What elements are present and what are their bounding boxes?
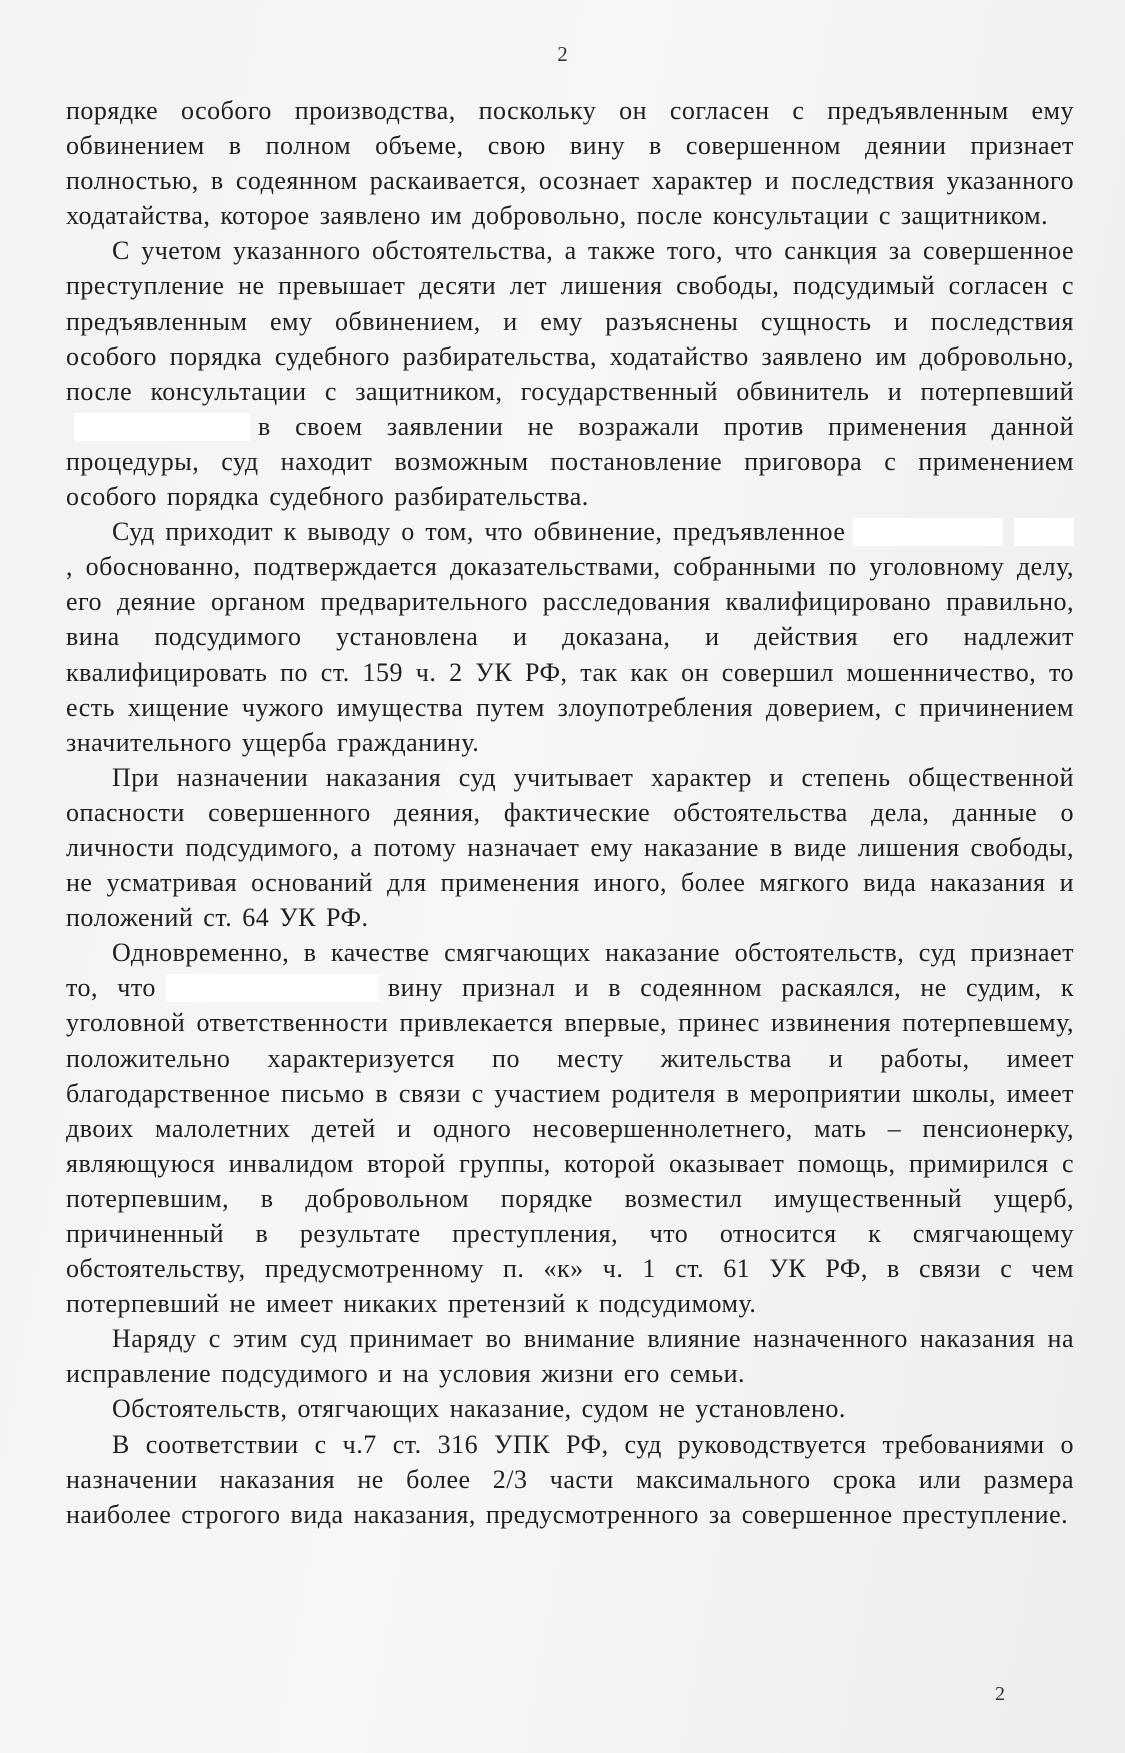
paragraph-5-text-b: вину признал и в содеянном раскаялся, не судим, к уголовной ответственности привлекается впервые, принес извинения потерпевшему, положительно характеризуется по месту жительства и работы, имеет благодарственное письмо в связи с участием родителя в мероприятии школы, имеет двоих малолетних детей и одного несовершеннолетнего, мать – пенсионерку, являющуюся инвалидом второй группы, которой оказывает помощь, примирился с потерпевшим, в добровольном порядке возместил имущественный ущерб, причиненный в результате преступления, что относится к смягчающему обстоятельству, предусмотренному п. «к» ч. 1 ст. 61 УК РФ, в связи с чем потерпевший не имеет никаких претензий к подсудимому. bbox=[66, 973, 1074, 1319]
paragraph-6-text: Наряду с этим суд принимает во внимание влияние назначенного наказания на исправление подсудимого и на условия жизни его семьи. bbox=[66, 1324, 1074, 1389]
paragraph-1-text: порядке особого производства, поскольку он согласен с предъявленным ему обвинением в полном объеме, свою вину в совершенном деянии признает полностью, в содеянном раскаивается, осознает характер и последствия указанного ходатайства, которое заявлено им добровольно, после консультации с защитником. bbox=[66, 96, 1074, 231]
paragraph-5 bbox=[66, 935, 1074, 1321]
paragraph-7-text: Обстоятельств, отягчающих наказание, судом не установлено. bbox=[112, 1394, 846, 1424]
redaction-box bbox=[1014, 518, 1074, 546]
paragraph-2-text-b: в своем заявлении не возражали против применения данной процедуры, суд находит возможным постановление приговора с применением особого порядка судебного разбирательства. bbox=[66, 411, 1074, 512]
paragraph-8-text: В соответствии с ч.7 ст. 316 УПК РФ, суд руководствуется требованиями о назначении наказания не более 2/3 части максимального срока или размера наиболее строгого вида наказания, предусмотренного за совершенное преступление. bbox=[66, 1429, 1074, 1529]
paragraph-3-text-b: , обоснованно, подтверждается доказательствами, собранными по уголовному делу, его деяние органом предварительного расследования квалифицировано правильно, вина подсудимого установлена и доказана, и действия его надлежит квалифицировать по ст. 159 ч. 2 УК РФ, так как он совершил мошенничество, то есть хищение чужого имущества путем злоупотребления доверием, с причинением значительного ущерба гражданину. bbox=[66, 552, 1074, 757]
paragraph-5-text-a: Одновременно, в качестве смягчающих наказание обстоятельств, суд признает то, что bbox=[66, 938, 1074, 1003]
paragraph-2-text-a: С учетом указанного обстоятельства, а также того, что санкция за совершенное преступление не превышает десяти лет лишения свободы, подсудимый согласен с предъявленным ему обвинением, и ему разъяснены сущность и последствия особого порядка судебного разбирательства, ходатайство заявлено им добровольно, после консультации с защитником, государственный обвинитель и потерпевший bbox=[66, 236, 1074, 406]
paragraph-7 bbox=[66, 1391, 1074, 1426]
redaction-box bbox=[853, 518, 1003, 546]
paragraph-3 bbox=[66, 514, 1074, 760]
page-number-bottom: 2 bbox=[995, 1683, 1005, 1705]
redaction-box bbox=[74, 413, 250, 441]
paragraph-4 bbox=[66, 760, 1074, 935]
redaction-box bbox=[166, 974, 378, 1002]
document-body bbox=[66, 93, 1074, 1532]
paragraph-8 bbox=[66, 1427, 1074, 1532]
paragraph-6 bbox=[66, 1321, 1074, 1391]
paragraph-2 bbox=[66, 233, 1074, 514]
page-number-top: 2 bbox=[557, 42, 568, 66]
paragraph-3-text-a: Суд приходит к выводу о том, что обвинение, предъявленное bbox=[112, 517, 846, 547]
paragraph-4-text: При назначении наказания суд учитывает характер и степень общественной опасности совершенного деяния, фактические обстоятельства дела, данные о личности подсудимого, а потому назначает ему наказание в виде лишения свободы, не усматривая оснований для применения иного, более мягкого вида наказания и положений ст. 64 УК РФ. bbox=[66, 762, 1074, 933]
paragraph-1 bbox=[66, 93, 1074, 233]
